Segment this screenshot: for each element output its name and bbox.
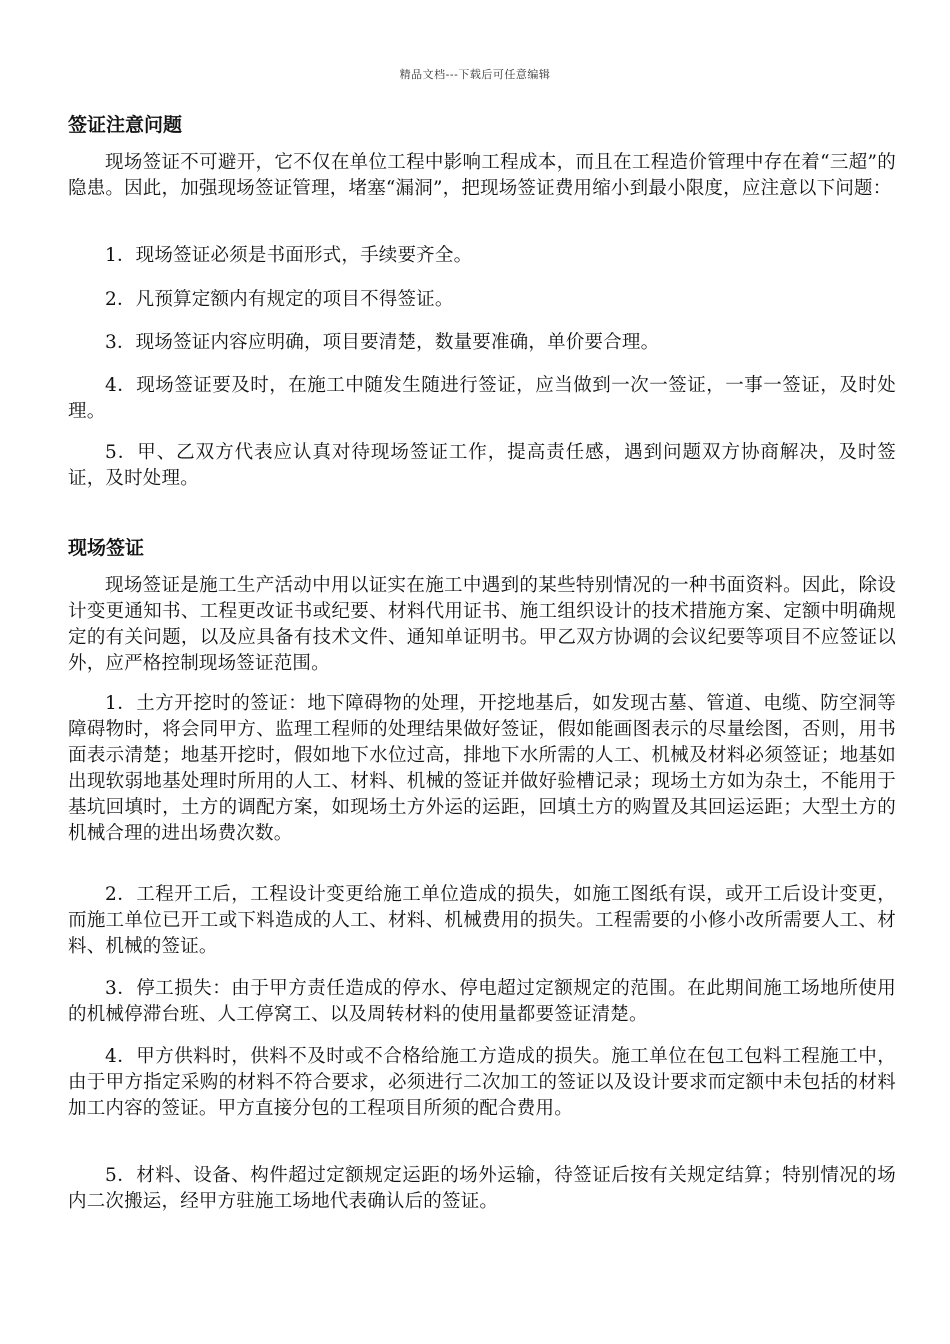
list-item: 1．现场签证必须是书面形式，手续要齐全。 xyxy=(105,245,473,266)
paragraph-intro-1: 现场签证不可避开，它不仅在单位工程中影响工程成本，而且在工程造价管理中存在着“三超”的隐患。因此，加强现场签证管理，堵塞“漏洞”，把现场签证费用缩小到最小限度，应注意以下问题： xyxy=(68,152,896,199)
list-item: 5．材料、设备、构件超过定额规定运距的场外运输，待签证后按有关规定结算；特别情况的场内二次搬运，经甲方驻施工场地代表确认后的签证。 xyxy=(68,1165,896,1212)
list-item: 4．甲方供料时，供料不及时或不合格给施工方造成的损失。施工单位在包工包料工程施工中，由于甲方指定采购的材料不符合要求，必须进行二次加工的签证以及设计要求而定额中未包括的材料加工内容的签证。甲方直接分包的工程项目所须的配合费用。 xyxy=(68,1046,896,1119)
list-item: 1．土方开挖时的签证：地下障碍物的处理，开挖地基后，如发现古墓、管道、电缆、防空洞等障碍物时，将会同甲方、监理工程师的处理结果做好签证，假如能画图表示的尽量绘图，否则，用书面表示清楚；地基开挖时，假如地下水位过高，排地下水所需的人工、机械及材料必须签证；地基如出现软弱地基处理时所用的人工、材料、机械的签证并做好验槽记录；现场土方如为杂土，不能用于基坑回填时，土方的调配方案，如现场土方外运的运距，回填土方的购置及其回运运距；大型土方的机械合理的进出场费次数。 xyxy=(68,693,896,844)
list-item: 2．凡预算定额内有规定的项目不得签证。 xyxy=(105,289,454,310)
list-item: 3．现场签证内容应明确，项目要清楚，数量要准确，单价要合理。 xyxy=(105,332,660,353)
list-item: 4．现场签证要及时，在施工中随发生随进行签证，应当做到一次一签证，一事一签证，及时处理。 xyxy=(68,375,896,422)
paragraph-intro-2: 现场签证是施工生产活动中用以证实在施工中遇到的某些特别情况的一种书面资料。因此，除设计变更通知书、工程更改证书或纪要、材料代用证书、施工组织设计的技术措施方案、定额中明确规定的有关问题，以及应具备有技术文件、通知单证明书。甲乙双方协调的会议纪要等项目不应签证以外，应严格控制现场签证范围。 xyxy=(68,575,896,674)
list-item: 2．工程开工后，工程设计变更给施工单位造成的损失，如施工图纸有误，或开工后设计变更，而施工单位已开工或下料造成的人工、材料、机械费用的损失。工程需要的小修小改所需要人工、材料、机械的签证。 xyxy=(68,884,896,957)
page-header: 精品文档---下载后可任意编辑 xyxy=(399,68,551,81)
list-item: 5．甲、乙双方代表应认真对待现场签证工作，提高责任感，遇到问题双方协商解决，及时签证，及时处理。 xyxy=(68,442,896,489)
section-title-site-signing: 现场签证 xyxy=(68,537,145,559)
list-item: 3．停工损失：由于甲方责任造成的停水、停电超过定额规定的范围。在此期间施工场地所使用的机械停滞台班、人工停窝工、以及周转材料的使用量都要签证清楚。 xyxy=(68,978,896,1025)
section-title-signing-notes: 签证注意问题 xyxy=(68,114,183,136)
